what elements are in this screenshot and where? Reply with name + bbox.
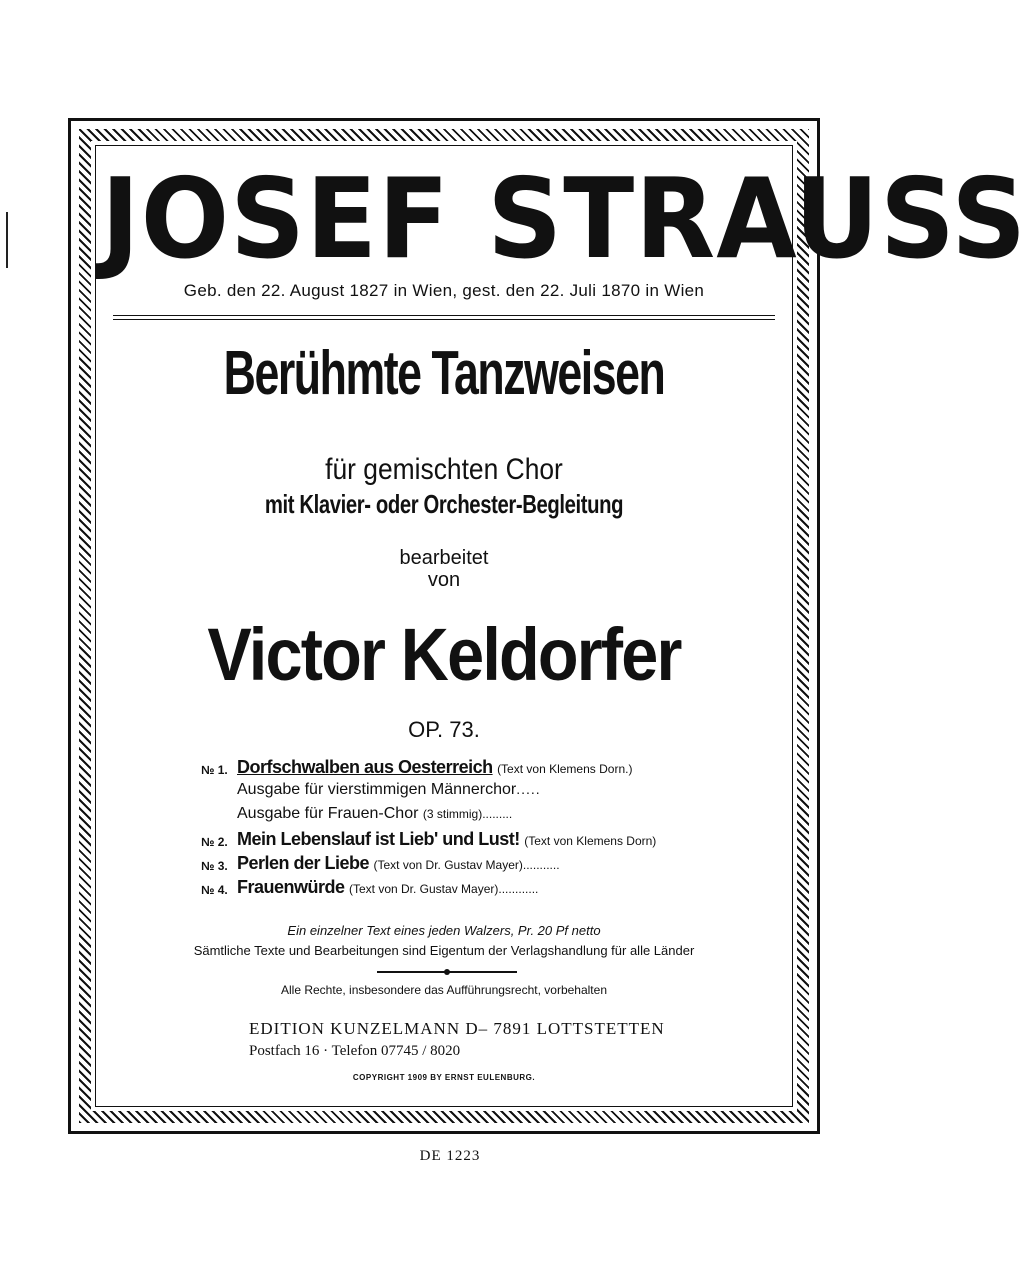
work-number: № 3. (201, 859, 228, 873)
works-list (201, 757, 661, 901)
list-item (201, 781, 661, 805)
leader-dots: ..... (516, 781, 541, 797)
work-title: Berühmte Tanzweisen (223, 339, 665, 408)
publisher-block (249, 1019, 665, 1060)
work-number: № 4. (201, 883, 228, 897)
by-label: von (427, 569, 461, 591)
title-page-content (101, 151, 1027, 1101)
publisher-address: Postfach 16 · Telefon 07745 / 8020 (249, 1043, 461, 1059)
composer-name: JOSEF STRAUSS (101, 154, 1027, 284)
text-credit: (Text von Klemens Dorn) (524, 834, 657, 848)
work-number: № 2. (201, 835, 228, 849)
divider-rule (113, 315, 775, 316)
opus-number: OP. 73. (408, 717, 480, 742)
edition-title: Ausgabe für vierstimmigen Männerchor (237, 781, 517, 798)
work-number: № 1. (201, 763, 228, 777)
text-credit: (Text von Dr. Gustav Mayer)........... (373, 858, 560, 872)
rights-note: Alle Rechte, insbesondere das Aufführungsrecht, vorbehalten (281, 983, 607, 997)
single-text-price-note: Ein einzelner Text eines jeden Walzers, Pr. 20 Pf netto (287, 923, 601, 938)
property-note: Sämtliche Texte und Bearbeitungen sind Eigentum der Verlagshandlung für alle Länder (193, 943, 695, 958)
ornamental-frame (68, 118, 1027, 1134)
composer-dates: Geb. den 22. August 1827 in Wien, gest. den 22. Juli 1870 in Wien (183, 281, 705, 300)
text-credit: (Text von Klemens Dorn.) (497, 762, 633, 776)
edition-title: Ausgabe für Frauen-Chor (237, 805, 419, 822)
copyright-notice: COPYRIGHT 1909 BY ERNST EULENBURG. (352, 1073, 536, 1082)
list-item (201, 757, 661, 781)
margin-mark (6, 212, 8, 268)
list-item (201, 877, 661, 901)
ornament-divider (101, 967, 793, 977)
work-title-item: Frauenwürde (237, 877, 345, 897)
subtitle-accompaniment: mit Klavier- oder Orchester-Begleitung (264, 489, 624, 519)
publisher-name: EDITION KUNZELMANN D– 7891 LOTTSTETTEN (249, 1019, 665, 1038)
voices-note: (3 stimmig)......... (422, 807, 513, 821)
divider-rule (113, 319, 775, 320)
work-title-item: Dorfschwalben aus Oesterreich (237, 757, 493, 777)
arranger-name: Victor Keldorfer (207, 613, 681, 696)
plate-number: DE 1223 (419, 1148, 481, 1164)
work-title-item: Perlen der Liebe (237, 853, 370, 873)
arranged-label: bearbeitet (399, 547, 489, 569)
list-item (201, 829, 661, 853)
text-credit: (Text von Dr. Gustav Mayer)............ (348, 882, 539, 896)
work-title-item: Mein Lebenslauf ist Lieb' und Lust! (237, 829, 520, 849)
list-item (201, 853, 661, 877)
subtitle-choir: für gemischten Chor (325, 453, 563, 486)
list-item (201, 805, 661, 829)
